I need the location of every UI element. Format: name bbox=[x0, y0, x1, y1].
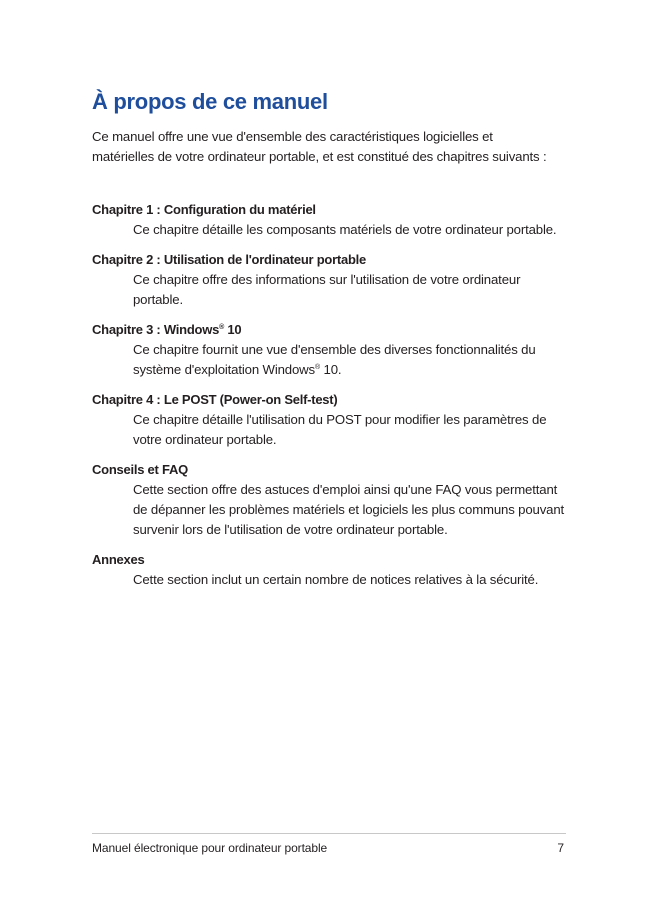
chapter-2-description: Ce chapitre offre des informations sur l'utilisation de votre ordinateur portable. bbox=[133, 272, 521, 307]
chapter-4-heading: Chapitre 4 : Le POST (Power-on Self-test) bbox=[92, 392, 338, 407]
chapter-3-section bbox=[92, 320, 566, 380]
chapter-2-section bbox=[92, 250, 566, 310]
chapter-3-description bbox=[133, 340, 566, 380]
appendix-description: Cette section inclut un certain nombre de notices relatives à la sécurité. bbox=[133, 572, 539, 587]
appendix-heading: Annexes bbox=[92, 552, 145, 567]
chapter-3-heading bbox=[92, 320, 566, 340]
registered-mark: ® bbox=[219, 324, 224, 331]
appendix-section bbox=[92, 550, 566, 590]
chapter-1-section bbox=[92, 200, 566, 240]
chapter-4-section bbox=[92, 390, 566, 450]
chapter-3-description-text: Ce chapitre fournit une vue d'ensemble des diverses fonctionnalités du système d'exploitation Windows bbox=[133, 342, 536, 377]
footer-divider bbox=[92, 833, 566, 834]
faq-description: Cette section offre des astuces d'emploi ainsi qu'une FAQ vous permettant de dépanner les problèmes matériels et logiciels les plus communs pouvant survenir lors de l'utilisation de votre ordinateur portable. bbox=[133, 482, 565, 537]
faq-section bbox=[92, 460, 566, 540]
chapter-list bbox=[92, 200, 566, 600]
intro-paragraph: Ce manuel offre une vue d'ensemble des caractéristiques logicielles et matérielles de votre ordinateur portable, et est constitué des chapitres suivants : bbox=[92, 129, 547, 164]
chapter-3-description-version: 10. bbox=[320, 362, 342, 377]
page-title: À propos de ce manuel bbox=[92, 89, 328, 114]
chapter-2-heading: Chapitre 2 : Utilisation de l'ordinateur portable bbox=[92, 252, 366, 267]
footer-title: Manuel électronique pour ordinateur portable bbox=[92, 841, 328, 855]
chapter-1-description: Ce chapitre détaille les composants matériels de votre ordinateur portable. bbox=[133, 222, 557, 237]
chapter-3-heading-version: 10 bbox=[223, 322, 242, 337]
chapter-3-heading-text: Chapitre 3 : Windows bbox=[92, 322, 220, 337]
faq-heading: Conseils et FAQ bbox=[92, 462, 188, 477]
registered-mark: ® bbox=[315, 364, 321, 371]
chapter-4-description: Ce chapitre détaille l'utilisation du POST pour modifier les paramètres de votre ordinateur portable. bbox=[133, 412, 547, 447]
page-number: 7 bbox=[557, 841, 564, 855]
chapter-1-heading: Chapitre 1 : Configuration du matériel bbox=[92, 202, 316, 217]
